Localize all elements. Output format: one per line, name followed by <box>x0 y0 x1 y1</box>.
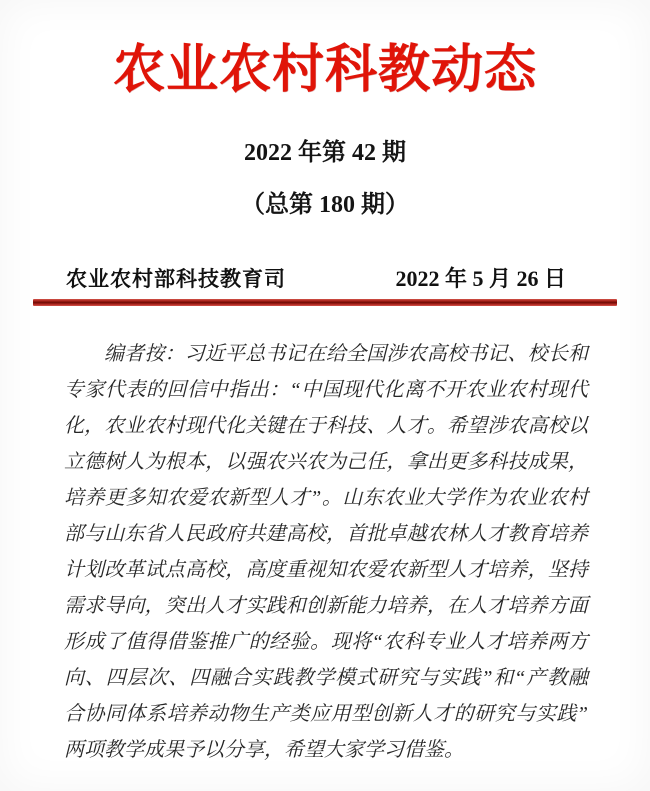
body-text-line: 立德树人为根本，以强农兴农为己任，拿出更多科技成果， <box>64 451 588 473</box>
body-text-line: 向、四层次、四融合实践教学模式研究与实践”和“产教融 <box>64 667 588 689</box>
body-text-line: 编者按：习近平总书记在给全国涉农高校书记、校长和 <box>104 343 588 365</box>
body-text-line: 专家代表的回信中指出：“中国现代化离不开农业农村现代 <box>64 379 588 401</box>
body-text-line: 合协同体系培养动物生产类应用型创新人才的研究与实践” <box>64 703 588 725</box>
header-divider-rule <box>33 299 617 306</box>
body-text-line: 计划改革试点高校，高度重视知农爱农新型人才培养，坚持 <box>64 559 588 581</box>
publication-header-row <box>66 262 566 293</box>
masthead-title: 农业农村科教动态 <box>112 42 537 99</box>
editor-note-body <box>64 336 588 768</box>
body-text-line: 两项教学成果予以分享，希望大家学习借鉴。 <box>64 739 464 761</box>
publisher-name: 农业农村部科技教育司 <box>66 268 286 291</box>
body-text-line: 需求导向，突出人才实践和创新能力培养，在人才培养方面 <box>64 595 588 617</box>
issue-number-line: 2022 年第 42 期 <box>244 140 406 166</box>
publication-date: 2022 年 5 月 26 日 <box>395 266 566 291</box>
body-text-line: 形成了值得借鉴推广的经验。现将“农科专业人才培养两方 <box>64 631 588 653</box>
body-text-line: 培养更多知农爱农新型人才”。山东农业大学作为农业农村 <box>64 487 588 509</box>
body-text-line: 部与山东省人民政府共建高校，首批卓越农林人才教育培养 <box>64 523 588 545</box>
cumulative-issue-line: （总第 180 期） <box>241 192 409 218</box>
body-text-line: 化，农业农村现代化关键在于科技、人才。希望涉农高校以 <box>64 415 588 437</box>
